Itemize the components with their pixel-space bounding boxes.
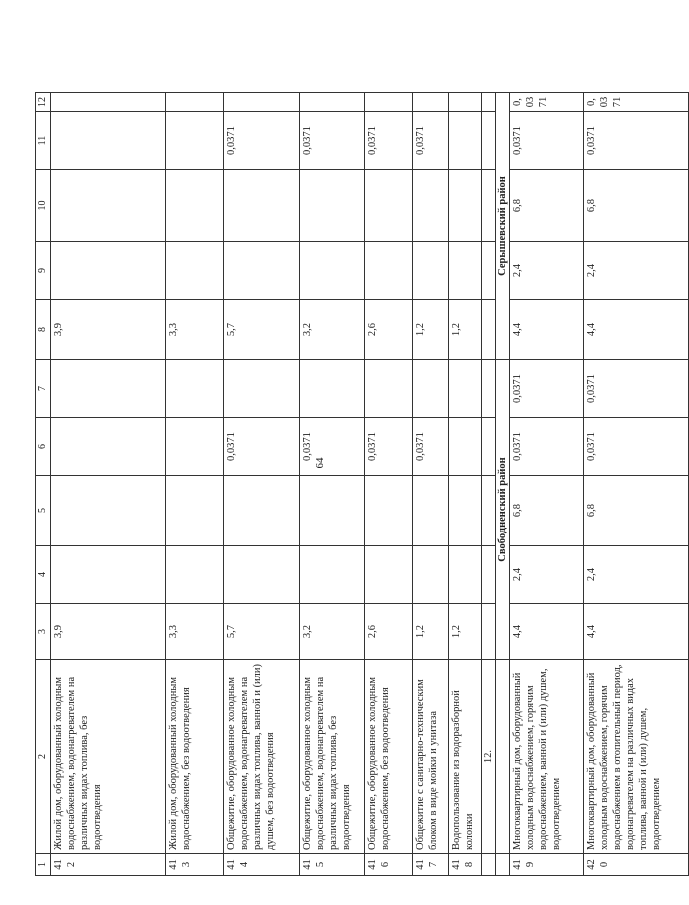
cell-value: 2,4 bbox=[584, 242, 689, 300]
cell-value: 2,4 bbox=[510, 242, 584, 300]
cell-value: 0,0371 bbox=[300, 418, 365, 476]
row-number: 413 bbox=[166, 854, 224, 876]
cell-value: 0,0371 bbox=[413, 112, 449, 170]
page-number: 64 bbox=[314, 457, 326, 469]
row-number: 415 bbox=[300, 854, 365, 876]
cell-value: 4,4 bbox=[584, 604, 689, 660]
cell-value bbox=[51, 418, 166, 476]
column-number: 5 bbox=[36, 476, 51, 546]
row-description: Водопользование из водоразборной колонки bbox=[449, 660, 482, 854]
column-number-row bbox=[36, 93, 51, 876]
table-row bbox=[224, 93, 300, 876]
cell-value: 1,2 bbox=[413, 300, 449, 360]
row-description: Общежитие, оборудованное холодным водоснабжением, водонагревателем на различных видах топлива, ванной и (или) душем, без водоотведения bbox=[224, 660, 300, 854]
cell-value: 0,0371 bbox=[224, 418, 300, 476]
cell-value bbox=[449, 418, 482, 476]
cell-value: 1,2 bbox=[413, 604, 449, 660]
cell-value: 0,0371 bbox=[510, 418, 584, 476]
cell-value: 2,4 bbox=[510, 546, 584, 604]
cell-value bbox=[449, 112, 482, 170]
cell-value bbox=[166, 418, 224, 476]
cell-value: 0,0371 bbox=[413, 418, 449, 476]
cell-value: 6,8 bbox=[510, 476, 584, 546]
row-number: 420 bbox=[584, 854, 689, 876]
cell-value: 5,7 bbox=[224, 300, 300, 360]
table-row bbox=[510, 93, 584, 876]
row-number: 416 bbox=[365, 854, 413, 876]
cell-value: 1,2 bbox=[449, 300, 482, 360]
cell-value: 0,0371 bbox=[510, 112, 584, 170]
cell-value: 4,4 bbox=[584, 300, 689, 360]
cell-value: 3,3 bbox=[166, 300, 224, 360]
row-number: 419 bbox=[510, 854, 584, 876]
cell-value: 6,8 bbox=[584, 476, 689, 546]
cell-value: 0,0371 bbox=[510, 93, 584, 112]
row-number: 417 bbox=[413, 854, 449, 876]
cell-value: 3,9 bbox=[51, 300, 166, 360]
cell-value: 3,2 bbox=[300, 300, 365, 360]
cell-value: 0,0371 bbox=[365, 112, 413, 170]
cell-value bbox=[51, 112, 166, 170]
cell-value: 4,4 bbox=[510, 300, 584, 360]
column-number: 12 bbox=[36, 93, 51, 112]
row-number: 418 bbox=[449, 854, 482, 876]
column-number: 6 bbox=[36, 418, 51, 476]
cell-value: 2,4 bbox=[584, 546, 689, 604]
column-number: 9 bbox=[36, 242, 51, 300]
column-number: 10 bbox=[36, 170, 51, 242]
row-description: Многоквартирный дом, оборудованный холодным водоснабжением, горячим водоснабжением, ванной и (или) душем, водоотведением bbox=[510, 660, 584, 854]
cell-value: 0,0371 bbox=[300, 112, 365, 170]
table-row bbox=[166, 93, 224, 876]
row-description: Жилой дом, оборудованный холодным водоснабжением, без водоотведения bbox=[166, 660, 224, 854]
column-number: 8 bbox=[36, 300, 51, 360]
region-right-title: Серышевский район bbox=[496, 93, 510, 360]
row-description: Жилой дом, оборудованный холодным водоснабжением, водонагревателем на различных видах топлива, без водоотведения bbox=[51, 660, 166, 854]
row-description: Многоквартирный дом, оборудованный холодным водоснабжением, горячим водоснабжением в отопительный период, водонагревателем на различных видах топлива, ванной и (или) душем, водоотведением bbox=[584, 660, 689, 854]
cell-value: 6,8 bbox=[510, 170, 584, 242]
column-number: 11 bbox=[36, 112, 51, 170]
cell-value: 2,6 bbox=[365, 604, 413, 660]
row-description: Общежитие, оборудованное холодным водоснабжением, водонагревателем на различных видах топлива, без водоотведения bbox=[300, 660, 365, 854]
cell-value: 1,2 bbox=[449, 604, 482, 660]
region-row bbox=[496, 93, 510, 876]
cell-value: 3,9 bbox=[51, 604, 166, 660]
cell-value: 6,8 bbox=[584, 170, 689, 242]
cell-value: 0,0371 bbox=[584, 93, 689, 112]
tariff-table bbox=[35, 92, 689, 876]
table-row bbox=[365, 93, 413, 876]
table-row bbox=[300, 93, 365, 876]
cell-value: 0,0371 bbox=[584, 360, 689, 418]
row-description: Общежитие с санитарно-техническим блоком в виде мойки и унитаза bbox=[413, 660, 449, 854]
section-row bbox=[482, 93, 496, 876]
cell-value: 0,0371 bbox=[224, 112, 300, 170]
table-row bbox=[413, 93, 449, 876]
column-number: 2 bbox=[36, 660, 51, 854]
table-row bbox=[51, 93, 166, 876]
cell-value: 0,0371 bbox=[365, 418, 413, 476]
row-number: 414 bbox=[224, 854, 300, 876]
column-number: 3 bbox=[36, 604, 51, 660]
cell-value bbox=[166, 112, 224, 170]
table-row bbox=[584, 93, 689, 876]
cell-value: 5,7 bbox=[224, 604, 300, 660]
row-number: 412 bbox=[51, 854, 166, 876]
cell-value: 3,2 bbox=[300, 604, 365, 660]
cell-value: 4,4 bbox=[510, 604, 584, 660]
section-label: 12. bbox=[482, 660, 496, 854]
column-number: 1 bbox=[36, 854, 51, 876]
column-number: 4 bbox=[36, 546, 51, 604]
region-left-title: Свободненский район bbox=[496, 360, 510, 660]
cell-value: 0,0371 bbox=[584, 112, 689, 170]
cell-value: 0,0371 bbox=[510, 360, 584, 418]
column-number: 7 bbox=[36, 360, 51, 418]
table-row bbox=[449, 93, 482, 876]
cell-value: 0,0371 bbox=[584, 418, 689, 476]
cell-value: 2,6 bbox=[365, 300, 413, 360]
row-description: Общежитие, оборудованное холодным водоснабжением, без водоотведения bbox=[365, 660, 413, 854]
cell-value: 3,3 bbox=[166, 604, 224, 660]
